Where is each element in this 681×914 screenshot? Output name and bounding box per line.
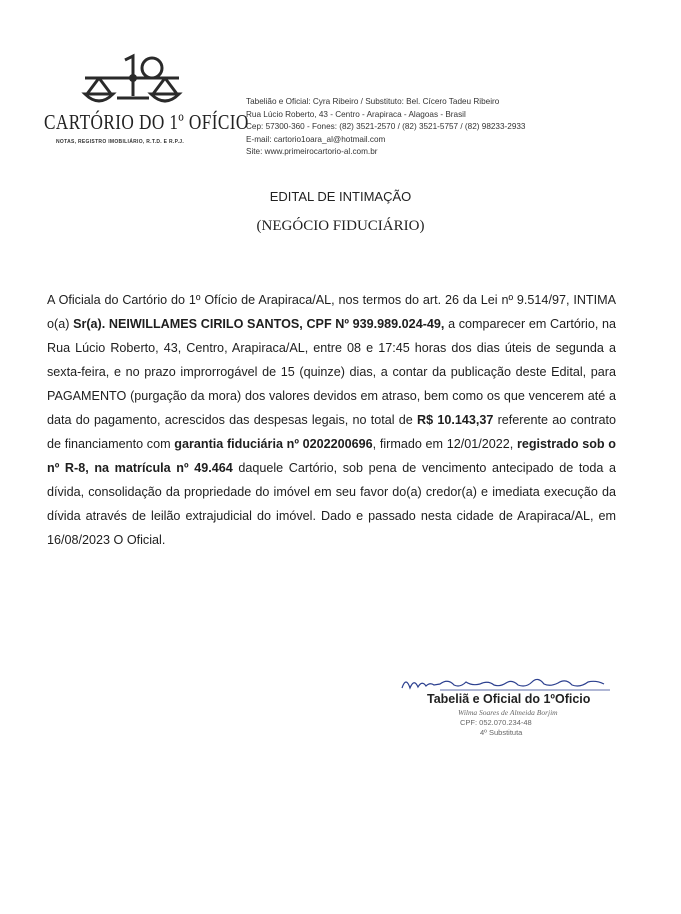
body-text-2: a comparecer em Cartório, na Rua Lúcio Roberto, 43, Centro, Arapiraca/AL, entre 08 e 17:45 horas dos dias úteis de segunda a sexta-feira, e no prazo improrrogável de 15 (quinze) dias, a contar da publicação deste Edital, para PAGAMENTO (purgação da mora) dos valores devidos em atraso, bem como os que vencerem até a data do pagamento, acrescidos das despesas legais, no total de bbox=[47, 317, 616, 427]
body-text-4: , firmado em 12/01/2022, bbox=[372, 437, 517, 451]
signature-stamp bbox=[458, 708, 558, 738]
document-title: EDITAL DE INTIMAÇÃO bbox=[269, 189, 412, 204]
cartorio-logo bbox=[44, 52, 249, 145]
header-phones: Cep: 57300-360 - Fones: (82) 3521-2570 / (82) 3521-5757 / (82) 98233-2933 bbox=[246, 122, 526, 132]
header-email: E-mail: cartorio1oara_al@hotmail.com bbox=[246, 134, 386, 144]
logo-subtitle: NOTAS, REGISTRO IMOBILIÁRIO, R.T.D. E R.P.J. bbox=[56, 139, 185, 145]
body-text-3: referente ao contrato de financiamento com bbox=[47, 413, 616, 451]
registration-info: registrado sob o nº R-8, na matrícula nº 49.464 bbox=[47, 437, 616, 475]
header-site: Site: www.primeirocartorio-al.com.br bbox=[246, 147, 378, 157]
signature-title: Tabeliã e Oficial do 1ºOficio bbox=[427, 692, 591, 706]
header-officials: Tabelião e Oficial: Cyra Ribeiro / Substituto: Bel. Cícero Tadeu Ribeiro bbox=[246, 97, 500, 106]
scales-of-justice-icon bbox=[77, 52, 187, 108]
document-subtitle: (NEGÓCIO FIDUCIÁRIO) bbox=[256, 218, 425, 234]
header-address: Rua Lúcio Roberto, 43 - Centro - Arapiraca - Alagoas - Brasil bbox=[246, 109, 466, 119]
body-text-1: A Oficiala do Cartório do 1º Ofício de Arapiraca/AL, nos termos do art. 26 da Lei nº 9.514/97, INTIMA o(a) bbox=[47, 293, 616, 331]
notice-body bbox=[47, 288, 616, 552]
total-amount: R$ 10.143,37 bbox=[417, 413, 494, 427]
body-text-5: daquele Cartório, sob pena de vencimento antecipado de toda a dívida, consolidação da propriedade do imóvel em seu favor do(a) credor(a) e imediata execução da dívida através de leilão extrajudicial do imóvel. Dado e passado nesta cidade de Arapiraca/AL, em 16/08/2023 O Oficial. bbox=[47, 461, 616, 547]
logo-name: CARTÓRIO DO 1º OFÍCIO bbox=[44, 110, 249, 134]
stamp-role: 4º Substituta bbox=[480, 728, 523, 737]
contract-number: garantia fiduciária nº 0202200696 bbox=[174, 437, 373, 451]
stamp-name: Wilma Soares de Almeida Borjim bbox=[458, 708, 558, 717]
header-contact-info bbox=[246, 96, 525, 159]
stamp-cpf: CPF: 052.070.234-48 bbox=[460, 718, 532, 727]
debtor-name-cpf: Sr(a). NEIWILLAMES CIRILO SANTOS, CPF Nº 939.989.024-49, bbox=[73, 317, 445, 331]
